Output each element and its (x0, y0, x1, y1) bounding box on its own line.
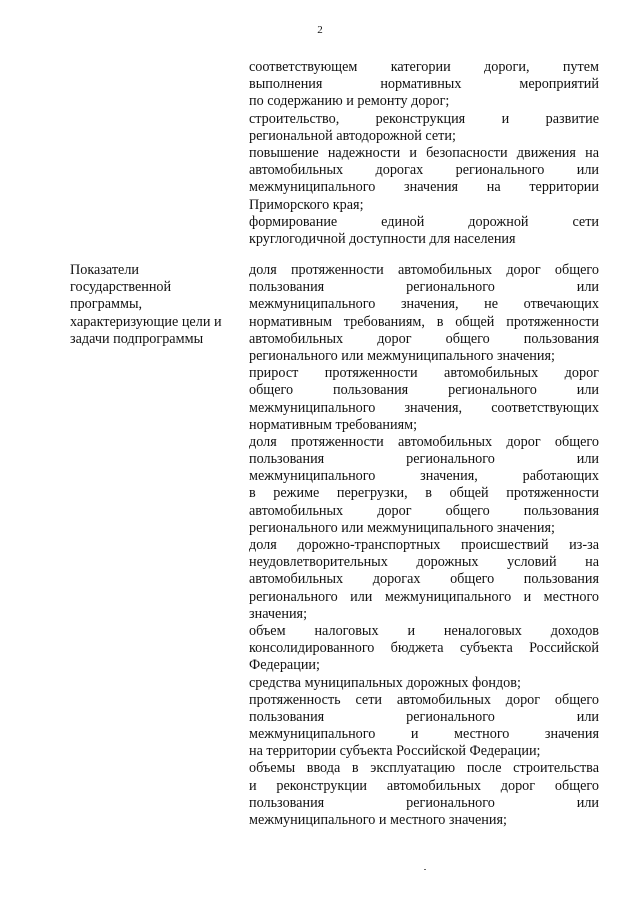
goals-line: межмуниципального значения на территории (249, 179, 599, 196)
indicators-label-line: Показатели (70, 262, 140, 278)
indicator-line: пользования регионального или (249, 451, 599, 468)
indicator-line: регионального или межмуниципального и местного (249, 588, 599, 605)
indicator-line: автомобильных дорог общего пользования (249, 330, 599, 347)
indicator-line: регионального или межмуниципального значения; (249, 347, 555, 364)
indicator-line: доля дорожно-транспортных происшествий из-за (249, 537, 599, 553)
goals-line: автомобильных дорогах регионального или (249, 162, 599, 179)
indicator-line: межмуниципального значения, не отвечающих (249, 296, 599, 313)
indicator-line: доля протяженности автомобильных дорог общего (249, 262, 599, 278)
indicator-line: нормативным требованиям; (249, 416, 418, 433)
indicator-line: межмуниципального и местного значения; (249, 812, 507, 828)
goals-line: по содержанию и ремонту дорог; (249, 93, 450, 110)
indicator-line: регионального или межмуниципального значения; (249, 519, 555, 536)
indicator-line: в режиме перегрузки, в общей протяженности (249, 485, 599, 502)
goals-line: Приморского края; (249, 196, 364, 213)
goals-line: строительство, реконструкция и развитие (249, 110, 599, 127)
goals-line: формирование единой дорожной сети (249, 213, 599, 230)
indicators-label (70, 262, 240, 348)
indicators-label-line: программы, (70, 296, 143, 313)
indicator-line: межмуниципального значения, работающих (249, 468, 599, 485)
page-number: 2 (317, 24, 323, 36)
goals-text-block (249, 59, 599, 248)
indicators-label-line: государственной (70, 279, 172, 296)
indicator-line: автомобильных дорог общего пользования (249, 502, 599, 519)
goals-line: повышение надежности и безопасности движения на (249, 144, 599, 161)
scan-speck (424, 869, 426, 870)
indicators-label-line: задачи подпрограммы (70, 330, 204, 347)
goals-line: выполнения нормативных мероприятий (249, 76, 599, 93)
indicator-line: доля протяженности автомобильных дорог общего (249, 433, 599, 450)
indicator-line: средства муниципальных дорожных фондов; (249, 674, 521, 691)
indicator-line: общего пользования регионального или (249, 382, 599, 399)
indicator-line: значения; (249, 605, 308, 622)
indicator-line: объем налоговых и неналоговых доходов (249, 622, 599, 639)
goals-line: региональной автодорожной сети; (249, 127, 456, 144)
indicator-line: на территории субъекта Российской Федерации; (249, 743, 541, 760)
indicator-line: пользования регионального или (249, 794, 599, 811)
indicator-line: объемы ввода в эксплуатацию после строительства (249, 760, 599, 777)
goals-line: соответствующем категории дороги, путем (249, 59, 599, 75)
indicator-line: прирост протяженности автомобильных дорог (249, 365, 599, 382)
indicator-line: нормативным требованиям, в общей протяженности (249, 313, 599, 330)
indicators-text-block (249, 262, 599, 829)
indicator-line: автомобильных дорогах общего пользования (249, 571, 599, 588)
indicator-line: Федерации; (249, 657, 320, 674)
indicator-line: протяженность сети автомобильных дорог общего (249, 691, 599, 708)
goals-line: круглогодичной доступности для населения (249, 230, 516, 247)
indicator-line: пользования регионального или (249, 708, 599, 725)
indicator-line: пользования регионального или (249, 279, 599, 296)
indicator-line: межмуниципального значения, соответствующих (249, 399, 599, 416)
indicator-line: межмуниципального и местного значения (249, 726, 599, 743)
indicators-label-line: характеризующие цели и (70, 313, 222, 330)
indicator-line: консолидированного бюджета субъекта Российской (249, 640, 599, 657)
indicator-line: неудовлетворительных дорожных условий на (249, 554, 599, 571)
indicator-line: и реконструкции автомобильных дорог общего (249, 777, 599, 794)
